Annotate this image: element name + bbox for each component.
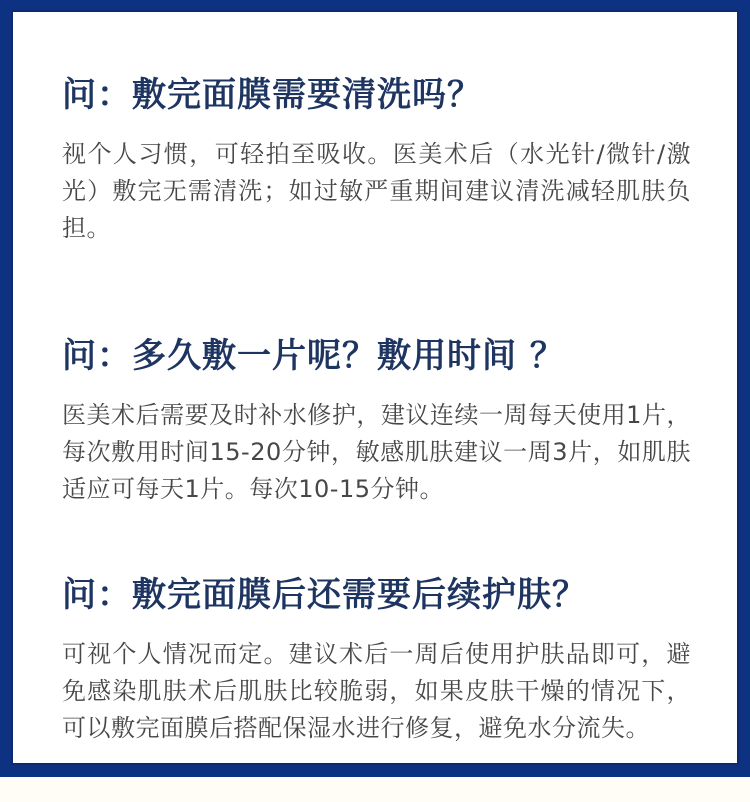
- bottom-margin: [0, 777, 750, 802]
- faq-section-aftercare: [62, 574, 691, 747]
- faq-section-wash: [62, 74, 691, 247]
- answer-text: 可视个人情况而定。建议术后一周后使用护肤品即可，避免感染肌肤术后肌肤比较脆弱，如果皮肤干燥的情况下，可以敷完面膜后搭配保湿水进行修复，避免水分流失。: [62, 640, 691, 742]
- faq-card: [13, 12, 737, 763]
- faq-section-frequency: [62, 335, 691, 508]
- question-title: 问：多久敷一片呢？敷用时间 ？: [62, 336, 565, 376]
- answer-text: 医美术后需要及时补水修护，建议连续一周每天使用1片，每次敷用时间15-20分钟，敏感肌肤建议一周3片，如肌肤适应可每天1片。每次10-15分钟。: [62, 401, 691, 503]
- answer-text: 视个人习惯，可轻拍至吸收。医美术后（水光针/微针/激光）敷完无需清洗；如过敏严重期间建议清洗减轻肌肤负担。: [62, 140, 691, 242]
- question-title: 问：敷完面膜需要清洗吗？: [62, 75, 482, 115]
- question-title: 问：敷完面膜后还需要后续护肤？: [62, 575, 587, 615]
